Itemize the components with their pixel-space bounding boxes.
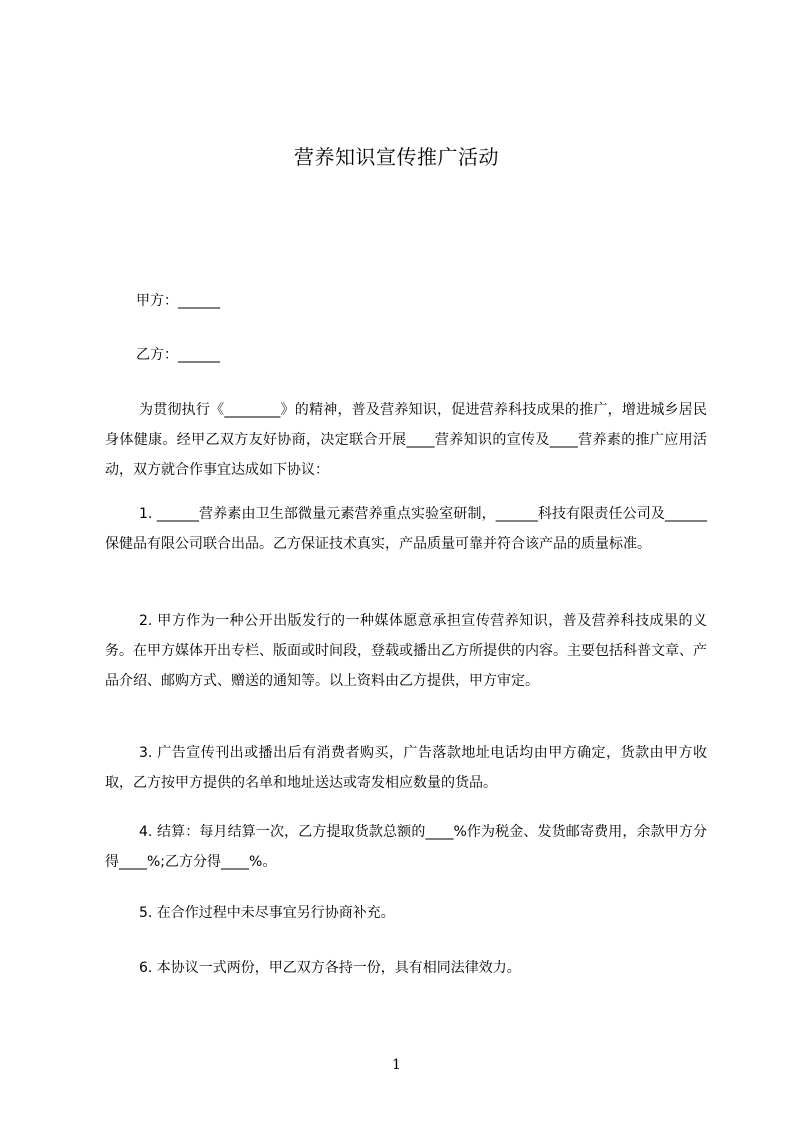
document-title: 营养知识宣传推广活动 <box>294 145 499 169</box>
clause-1: 1. ______营养素由卫生部微量元素营养重点实验室研制，______科技有限责任公司及______保健品有限公司联合出品。乙方保证技术真实，产品质量可靠并符合该产品的质量标准。 <box>105 506 707 552</box>
clause-5: 5. 在合作过程中未尽事宜另行协商补充。 <box>139 905 395 921</box>
page-number: 1 <box>392 1057 401 1073</box>
clause-3: 3. 广告宣传刊出或播出后有消费者购买，广告落款地址电话均由甲方确定，货款由甲方收取，乙方按甲方提供的名单和地址送达或寄发相应数量的货品。 <box>105 745 707 791</box>
party-a-line: 甲方：______ <box>136 293 220 309</box>
clause-2: 2. 甲方作为一种公开出版发行的一种媒体愿意承担宣传营养知识，普及营养科技成果的义务。在甲方媒体开出专栏、版面或时间段，登载或播出乙方所提供的内容。主要包括科普文章、产品介绍、邮购方式、赠送的通知等。以上资料由乙方提供，甲方审定。 <box>105 613 707 689</box>
party-b-line: 乙方：______ <box>136 347 220 363</box>
clause-6: 6. 本协议一式两份，甲乙双方各持一份，具有相同法律效力。 <box>139 960 521 976</box>
intro-paragraph: 为贯彻执行《________》的精神，普及营养知识，促进营养科技成果的推广，增进城乡居民身体健康。经甲乙双方友好协商，决定联合开展____营养知识的宣传及____营养素的推广应用活动，双方就合作事宜达成如下协议： <box>105 402 707 478</box>
clause-4: 4. 结算：每月结算一次，乙方提取货款总额的____%作为税金、发货邮寄费用，余款甲方分得____%;乙方分得____%。 <box>105 824 707 870</box>
